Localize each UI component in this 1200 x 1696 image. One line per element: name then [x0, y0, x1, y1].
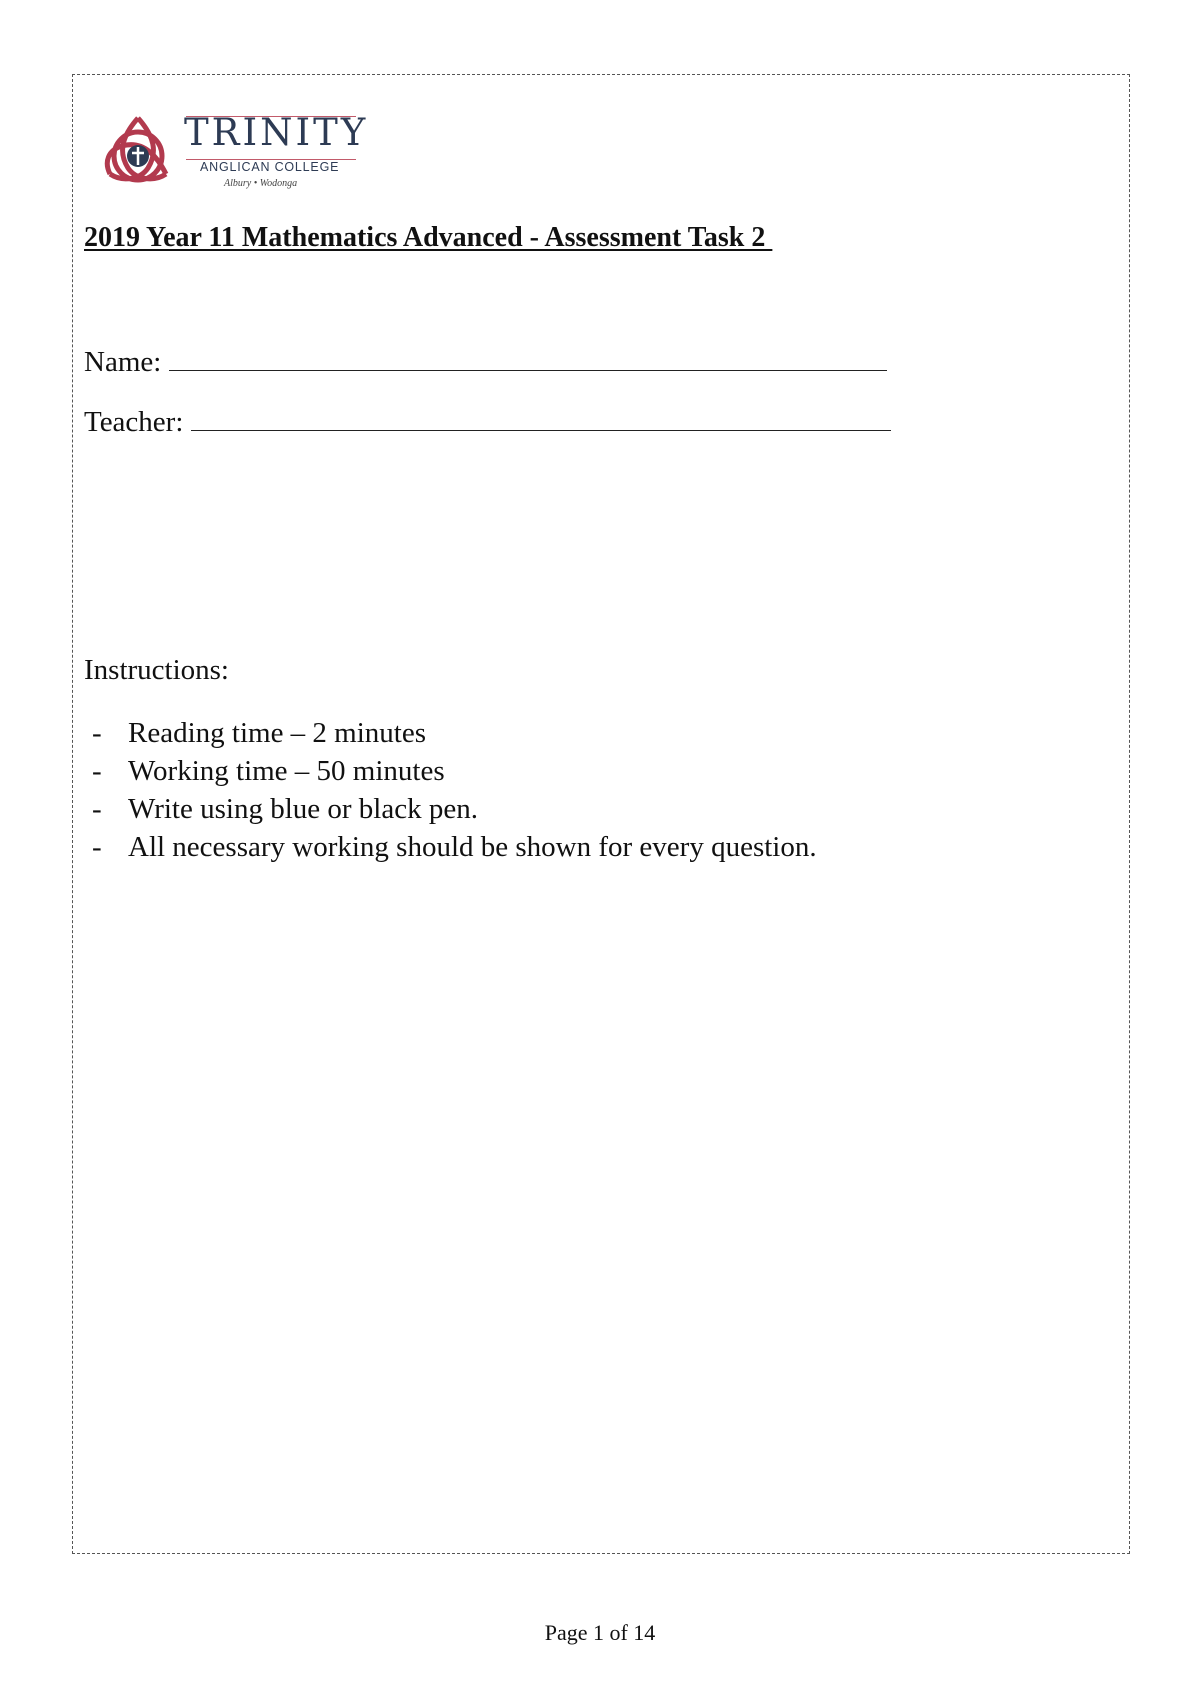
logo-locations: Albury • Wodonga [224, 178, 298, 189]
list-item [84, 790, 817, 828]
teacher-blank-line[interactable] [191, 430, 891, 431]
instruction-text: All necessary working should be shown for every question. [128, 831, 817, 863]
instructions-list [84, 714, 817, 866]
bullet-dash: - [92, 717, 102, 749]
name-label: Name: [84, 346, 162, 378]
page-number: Page 1 of 14 [544, 1620, 656, 1645]
bullet-dash: - [92, 755, 102, 787]
instructions-heading: Instructions: [84, 654, 229, 686]
logo-name: TRINITY [184, 111, 369, 154]
college-logo [96, 111, 369, 192]
instruction-text: Reading time – 2 minutes [128, 717, 427, 749]
logo-subtitle: ANGLICAN COLLEGE [200, 160, 340, 174]
list-item [84, 752, 817, 790]
list-item [84, 714, 817, 752]
name-field[interactable] [84, 346, 887, 379]
list-item [84, 828, 817, 866]
instruction-text: Write using blue or black pen. [128, 793, 478, 825]
instruction-text: Working time – 50 minutes [128, 755, 445, 787]
bullet-dash: - [92, 831, 102, 863]
bullet-dash: - [92, 793, 102, 825]
teacher-label: Teacher: [84, 406, 184, 438]
name-blank-line[interactable] [169, 370, 887, 371]
teacher-field[interactable] [84, 406, 891, 439]
document-title: 2019 Year 11 Mathematics Advanced - Assessment Task 2 [84, 222, 773, 253]
trinity-knot-icon [96, 112, 180, 192]
